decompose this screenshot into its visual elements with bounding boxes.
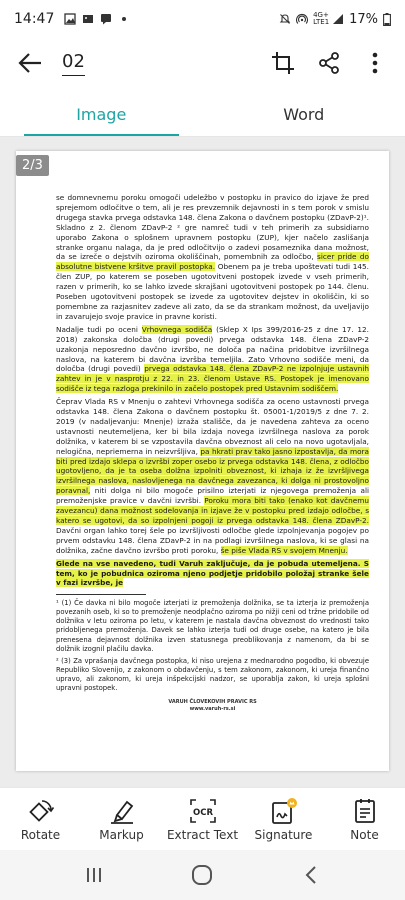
highlight: Glede na vse navedeno, tudi Varuh zaključuje, da je pobuda utemeljena. S tem, ko je pobudnica oziroma njeno podjetje pridobilo položaj stranke šele v fazi izvršbe, je	[56, 558, 369, 588]
note-icon	[353, 798, 377, 824]
paragraph-4	[56, 559, 369, 589]
highlight: Poroku mora biti tako (enako kot davčnemu zavezancu) dana možnost sodelovanja in izjave že v postopku pred izdajo odločbe, s katero se ugotovi, da so izpolnjeni pogoji iz prvega odstavka 148. člena ZDavP-2.	[56, 496, 369, 525]
rotate-button[interactable]	[0, 788, 81, 850]
signature-icon	[270, 797, 298, 825]
share-button[interactable]	[309, 43, 349, 83]
signature-button[interactable]	[243, 788, 324, 850]
tab-image[interactable]	[0, 92, 203, 136]
more-options-button[interactable]	[355, 43, 395, 83]
signal-icon	[332, 13, 344, 25]
image-notification-icon	[82, 13, 94, 25]
paragraph-1: se domnevnemu poroku omogoči udeležbo v postopku in pravico do izjave že pred sprejemom odločitve o tem, ali je res prevzemnik dejavnosti in s tem porok v smislu drugega stavka prvega odstavka 148. člena Zakona o davčnem postopku (ZDavP-2)¹. Skladno z 2. členom ZDavP-2 ² gre namreč tudi v teh primerih za subsidiarno uporabo Zakona o splošnem upravnem postopku (ZUP), kjer načelo zaslišanja stranke organu nalaga, da je pred odločitvijo o zadevi posameznika dana možnost, da se izreče o dejstvih oziroma okoliščinah, pomembnih za odločbo, sicer pride do absolutne bistvene kršitve pravil postopka. Obenem pa je treba upoštevati tudi 145. člen ZUP, po katerem se poseben ugotovitveni postopek izvede v vseh primerih, razen v primerih, ko se lahko izvede skrajšani ugotovitveni postopek po 144. členu. Poseben ugotovitveni postopek se izvede za ugotovitev dejstev in okoliščin, ki so pomembne za razjasnitev zadeve ali zato, da se da strankam možnost, da uveljavijo in zavarujejo svoje pravice in pravne koristi.	[56, 193, 369, 321]
back-arrow-icon	[17, 52, 43, 74]
gallery-notification-icon	[64, 13, 76, 25]
more-vertical-icon	[372, 52, 378, 74]
system-navigation-bar	[0, 850, 405, 900]
document-viewer[interactable]	[0, 137, 405, 787]
signature-block: VARUH ČLOVEKOVIH PRAVIC RS www.varuh-rs.si	[168, 699, 257, 713]
hotspot-icon	[296, 13, 308, 25]
view-tabs	[0, 92, 405, 136]
markup-button[interactable]	[81, 788, 162, 850]
paragraph-2: Nadalje tudi po oceni Vrhovnega sodišča (Sklep X Ips 399/2016-25 z dne 17. 12. 2018) zakonska določba (drugi povedi) prvega odstavka 148. člena ZDavP-2 uzakonja neposredno davčno izvršbo, ne določa pa načina pridobitve izvršilnega naslova, na katerem bi davčna izvršba temeljila. Zato Vrhovno sodišče meni, da določba (drugi povedi) prvega odstavka 148. člena ZDavP-2 ne izpolnjuje ustavnih zahtev in je v nasprotju z 22. in 23. členom Ustave RS. Postopek je imenovano sodišče iz tega razloga prekinilo in začelo postopek pred Ustavnim sodiščem.	[56, 324, 369, 394]
rotate-label: Rotate	[20, 828, 61, 842]
ocr-icon	[189, 798, 217, 824]
markup-label: Markup	[99, 828, 144, 842]
system-back-button[interactable]	[291, 855, 331, 895]
extract-text-button[interactable]	[162, 788, 243, 850]
highlight: prvega odstavka 148. člena ZDavP-2 ne izpolnjuje ustavnih zahtev in je v nasprotju z 22. in 23. členom Ustave RS. Postopek je imenovano sodišče iz tega razloga prekinilo in začelo postopek pred Ustavnim sodiščem.	[56, 364, 369, 394]
top-toolbar	[0, 38, 405, 88]
note-label: Note	[350, 828, 379, 842]
document-name[interactable]: 02	[62, 51, 85, 76]
ocr-icon-text: OCR	[192, 808, 213, 818]
footnote-1: ¹ (1) Če davka ni bilo mogoče izterjati iz premoženja dolžnika, se ta izterja iz premoženja povezanih oseb, ki so to premoženje neodplačno oziroma po nižji ceni od tržne pridobile od dolžnika v letu oziroma po letu, v katerem je nastala davčna obveznost do vrednosti tako pridobljenega premoženja. Davek se lahko izterja tudi od druge osebe, na katero je bila prenesena dejavnost dolžnika izven statusnega preoblikovanja z namenom, da bi se dolžnik izognil plačilu davka.	[56, 599, 369, 653]
crop-button[interactable]	[263, 43, 303, 83]
network-type: 4G+ LTE1	[313, 11, 330, 26]
mute-icon	[279, 13, 291, 25]
highlight: sicer pride do absolutne bistvene kršitve pravil postopka.	[56, 252, 369, 272]
rotate-icon	[28, 798, 54, 824]
bottom-toolbar	[0, 787, 405, 850]
tab-word[interactable]	[203, 92, 405, 136]
page-indicator-badge: 2/3	[16, 155, 49, 176]
share-icon	[318, 52, 340, 74]
chevron-left-icon	[304, 865, 318, 885]
back-button[interactable]	[10, 43, 50, 83]
note-button[interactable]	[324, 788, 405, 850]
crop-icon	[271, 51, 295, 75]
footnote-2: ² (3) Za vprašanja davčnega postopka, ki niso urejena z mednarodno pogodbo, ki obvezuje Republiko Slovenijo, z zakonom o obdavčenju, s tem zakonom, zakonom, ki ureja finančno upravo, ali zakonom, ki ureja inšpekcijski nadzor, se uporablja zakon, ki ureja splošni upravni postopek.	[56, 656, 369, 692]
home-icon	[191, 864, 213, 886]
tab-image-label: Image	[76, 104, 127, 124]
document-page[interactable]	[16, 151, 389, 771]
recent-apps-button[interactable]	[74, 855, 114, 895]
battery-percent: 17%	[349, 11, 378, 27]
markup-pen-icon	[109, 798, 135, 824]
highlight: pa hkrati prav tako jasno izpostavlja, da mora biti pred izdajo sklepa o izvršbi zoper osebo iz prvega odstavka 148. člena, z odločbo ugotovljeno, da je ta oseba dolžna izpolniti obveznost, ki izhaja iz že izvršljivega izvršilnega naslova, naslovljenega na davčnega zavezanca, ki dolga ni prostovoljno poravnal,	[56, 446, 370, 496]
document-text	[56, 193, 369, 713]
battery-icon	[383, 13, 391, 26]
extract-text-label: Extract Text	[166, 828, 239, 842]
status-time: 14:47	[14, 11, 55, 27]
footnote-divider	[56, 594, 146, 595]
tab-word-label: Word	[283, 104, 325, 124]
status-bar	[0, 0, 405, 38]
highlight: še piše Vlada RS v svojem Mnenju.	[220, 545, 348, 555]
dot-notification-icon	[118, 13, 130, 25]
home-button[interactable]	[182, 855, 222, 895]
recent-apps-icon	[84, 866, 104, 884]
signature-label: Signature	[254, 828, 313, 842]
message-notification-icon	[100, 13, 112, 25]
highlight: Vrhovnega sodišča	[141, 324, 213, 334]
paragraph-3: Čeprav Vlada RS v Mnenju o zahtevi Vrhovnega sodišča za oceno ustavnosti prvega odstavka 148. člena Zakona o davčnem postopku št. 05001-1/2019/5 z dne 7. 2. 2019 (v nadaljevanju: Mnenje) izraža stališče, da je navedena zahteva za oceno ustavnosti neutemeljena, ker bi bila izdaja novega izvršilnega naslova za porok dolžnika, v katerem bi se vzpostavila davčna obveznost ali celo na novo ugotavljala, nelogična, nepriemerna in neizvršljiva, pa hkrati prav tako jasno izpostavlja, da mora biti pred izdajo sklepa o izvršbi zoper osebo iz prvega odstavka 148. člena, z odločbo ugotovljeno, da je ta oseba dolžna izpolniti obveznost, ki izhaja iz že izvršljivega izvršilnega naslova, naslovljenega na davčnega zavezanca, ki dolga ni prostovoljno poravnal, niti dolga ni bilo mogoče prisilno izterjati iz njegovega premoženja ali premoženjske pravice v davčni izvršbi. Poroku mora biti tako (enako kot davčnemu zavezancu) dana možnost sodelovanja in izjave že v postopku pred izdajo odločbe, s katero se ugotovi, da so izpolnjeni pogoji iz prvega odstavka 148. člena ZDavP-2. Davčni organ lahko torej šele po izvršljivosti odločbe glede izpolnjevanja pogojev po prvem odstavku 148. člena ZDavP-2 in na podlagi izvršilnega naslova, ki se glasi na dolžnika, začne davčno izvršbo proti poroku, še piše Vlada RS v svojem Mnenju.	[56, 397, 370, 555]
